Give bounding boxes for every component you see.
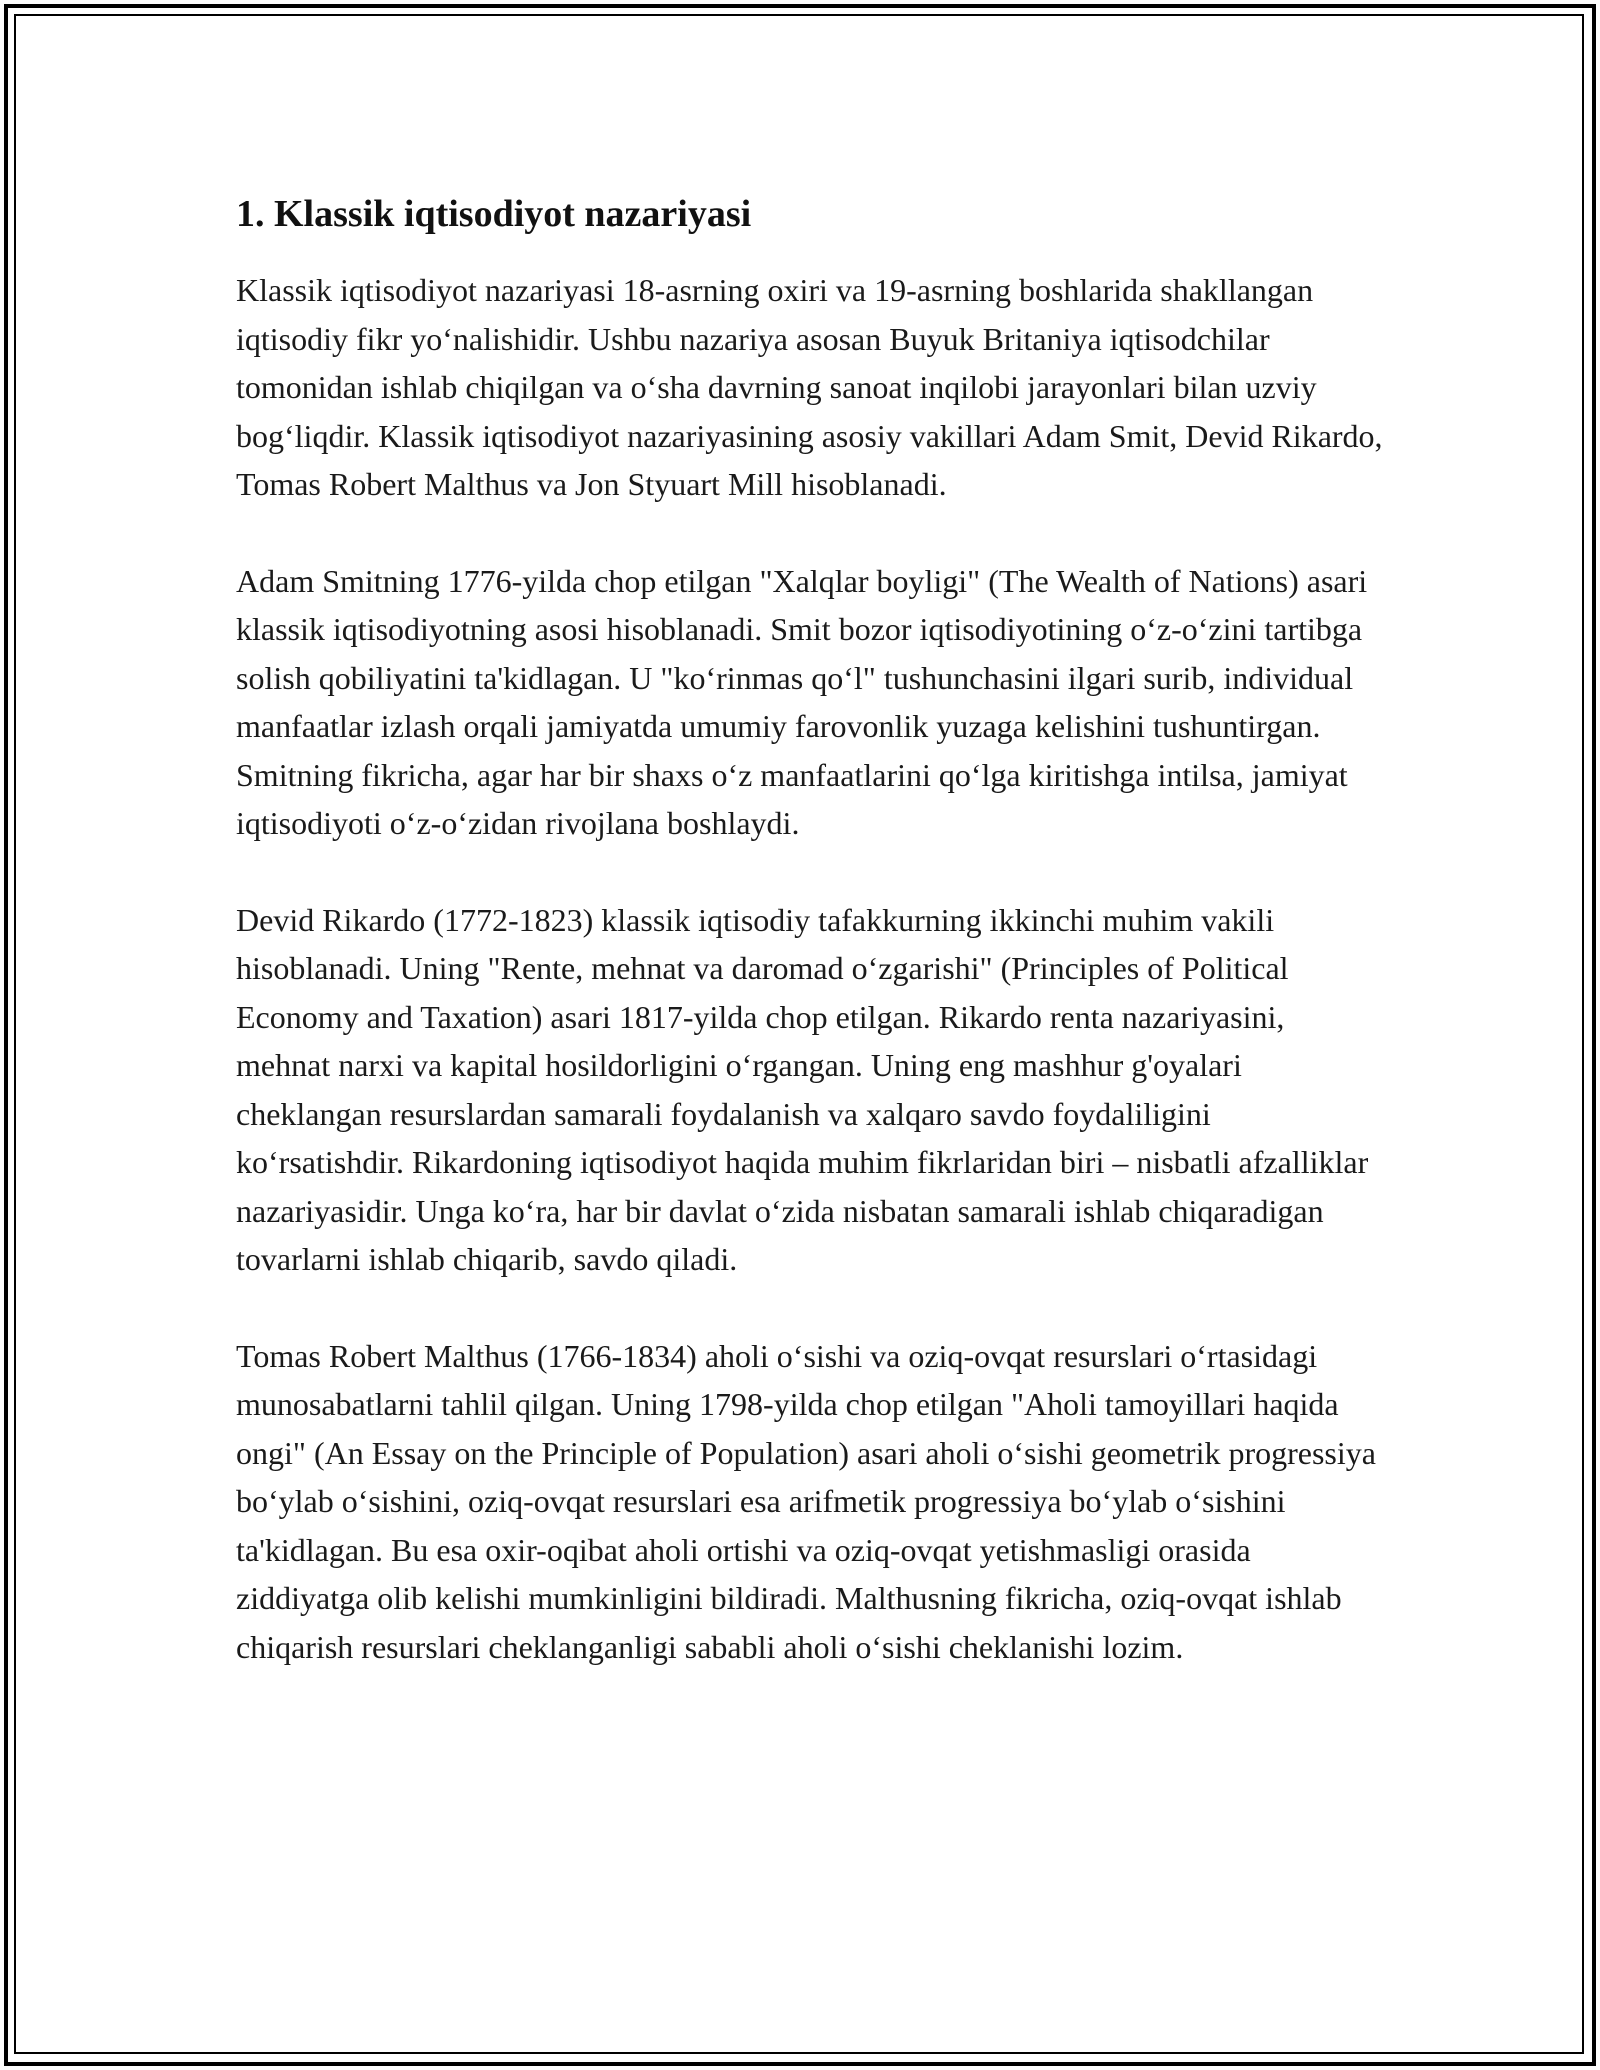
paragraph-david-ricardo: Devid Rikardo (1772-1823) klassik iqtisodiy tafakkurning ikkinchi muhim vakili hisoblanadi. Uning "Rente, mehnat va daromad o‘zgarishi" (Principles of Political Economy and Taxation) asari 1817-yilda chop etilgan. Rikardo renta nazariyasini, mehnat narxi va kapital hosildorligini o‘rgangan. Uning eng mashhur g'oyalari cheklangan resurslardan samarali foydalanish va xalqaro savdo foydaliligini ko‘rsatishdir. Rikardoning iqtisodiyot haqida muhim fikrlaridan biri – nisbatli afzalliklar nazariyasidir. Unga ko‘ra, har bir davlat o‘zida nisbatan samarali ishlab chiqaradigan tovarlarni ishlab chiqarib, savdo qiladi. <box>236 901 1369 1277</box>
paragraph-adam-smith: Adam Smitning 1776-yilda chop etilgan "Xalqlar boyligi" (The Wealth of Nations) asari klassik iqtisodiyotning asosi hisoblanadi. Smit bozor iqtisodiyotining o‘z-o‘zini tartibga solish qobiliyatini ta'kidlagan. U "ko‘rinmas qo‘l" tushunchasini ilgari surib, individual manfaatlar izlash orqali jamiyatda umumiy farovonlik yuzaga kelishini tushuntirgan. Smitning fikricha, agar har bir shaxs o‘z manfaatlarini qo‘lga kiritishga intilsa, jamiyat iqtisodiyoti o‘z-o‘zidan rivojlana boshlaydi. <box>236 562 1368 841</box>
document-body <box>236 186 1386 1671</box>
paragraph-intro: Klassik iqtisodiyot nazariyasi 18-asrning oxiri va 19-asrning boshlarida shakllangan iqtisodiy fikr yo‘nalishidir. Ushbu nazariya asosan Buyuk Britaniya iqtisodchilar tomonidan ishlab chiqilgan va o‘sha davrning sanoat inqilobi jarayonlari bilan uzviy bog‘liqdir. Klassik iqtisodiyot nazariyasining asosiy vakillari Adam Smit, Devid Rikardo, Tomas Robert Malthus va Jon Styuart Mill hisoblanadi. <box>236 272 1383 502</box>
section-heading: 1. Klassik iqtisodiyot nazariyasi <box>236 193 752 235</box>
paragraph-malthus: Tomas Robert Malthus (1766-1834) aholi o‘sishi va oziq-ovqat resurslari o‘rtasidagi munosabatlarni tahlil qilgan. Uning 1798-yilda chop etilgan "Aholi tamoyillari haqida ongi" (An Essay on the Principle of Population) asari aholi o‘sishi geometrik progressiya bo‘ylab o‘sishini, oziq-ovqat resurslari esa arifmetik progressiya bo‘ylab o‘sishini ta'kidlagan. Bu esa oxir-oqibat aholi ortishi va oziq-ovqat yetishmasligi orasida ziddiyatga olib kelishi mumkinligini bildiradi. Malthusning fikricha, oziq-ovqat ishlab chiqarish resurslari cheklanganligi sababli aholi o‘sishi cheklanishi lozim. <box>236 1337 1376 1665</box>
